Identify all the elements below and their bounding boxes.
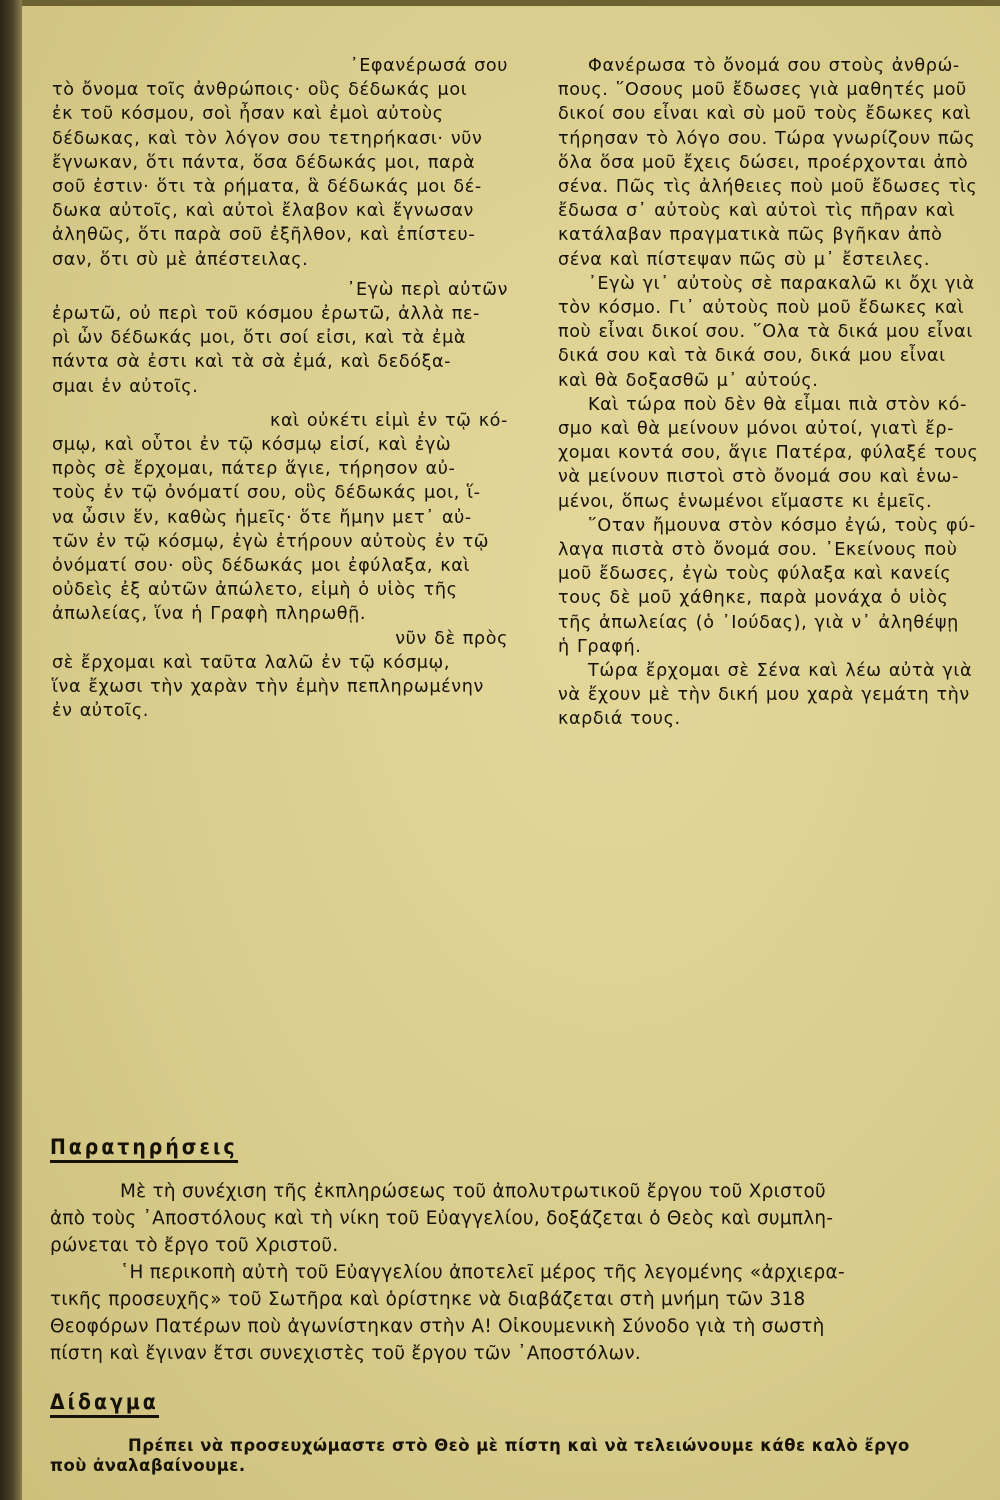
remarks-text [50, 1178, 1000, 1367]
text-line: ἐρωτῶ, οὐ περὶ τοῦ κόσμου ἐρωτῶ, ἀλλὰ πε- [52, 304, 481, 325]
text-line: ἵνα ἔχωσι τὴν χαρὰν τὴν ἐμὴν πεπληρωμένην [52, 677, 484, 698]
text-line: τῆς ἀπωλείας (ὁ ᾿Ιούδας), γιὰ ν᾿ ἀληθέψῃ [558, 612, 959, 633]
text-line: πίστη καὶ ἔγιναν ἔτσι συνεχιστὲς τοῦ ἔργου τῶν ᾿Αποστόλων. [50, 1343, 642, 1364]
text-line: σμῳ, καὶ οὗτοι ἐν τῷ κόσμῳ εἰσί, καὶ ἐγὼ [52, 435, 452, 456]
text-line: να ὦσιν ἕν, καθὼς ἡμεῖς· ὅτε ἤμην μετ᾿ αὐ- [52, 507, 472, 528]
text-line: σένα. Πῶς τὶς ἀλήθειες ποὺ μοῦ ἔδωσες τὶς [558, 177, 978, 198]
text-line: χομαι κοντά σου, ἅγιε Πατέρα, φύλαξέ τους [558, 443, 979, 464]
text-line: μένοι, ὅπως ἑνωμένοι εἴμαστε κι ἐμεῖς. [558, 491, 933, 512]
text-line: τοὺς ἐν τῷ ὀνόματί σου, οὓς δέδωκάς μοι, ἵ- [52, 483, 481, 504]
text-line: λαγα πιστὰ στὸ ὄνομά σου. ᾿Εκείνους ποὺ [558, 540, 958, 561]
text-line: ἔδωσα σ᾿ αὐτοὺς καὶ αὐτοὶ τὶς πῆραν καὶ [558, 201, 956, 222]
text-line: τους δὲ μοῦ χάθηκε, παρὰ μονάχα ὁ υἱὸς [558, 588, 949, 609]
text-line: ρὶ ὧν δέδωκάς μοι, ὅτι σοί εἰσι, καὶ τὰ ἐμὰ [52, 328, 467, 349]
text-line: ὀνόματί σου· οὓς δέδωκάς μοι ἐφύλαξα, καὶ [52, 556, 471, 577]
text-line: καρδιά τους. [558, 709, 681, 730]
text-line: ἀληθῶς, ὅτι παρὰ σοῦ ἐξῆλθον, καὶ ἐπίστευ- [52, 225, 476, 246]
text-line: Τώρα ἔρχομαι σὲ Σένα καὶ λέω αὐτὰ γιὰ [588, 661, 973, 682]
lesson-text [50, 1436, 1000, 1476]
text-line: Καὶ τώρα ποὺ δὲν θὰ εἶμαι πιὰ στὸν κό- [588, 394, 967, 415]
text-line: ποὺ ἀναλαβαίνουμε. [50, 1456, 246, 1475]
text-line: σοῦ ἐστιν· ὅτι τὰ ρήματα, ἃ δέδωκάς μοι δέ- [52, 177, 482, 198]
text-line: τήρησαν τὸ λόγο σου. Τώρα γνωρίζουν πῶς [558, 128, 976, 149]
text-line: δικά σου καὶ τὰ δικά σου, δικά μου εἶναι [558, 346, 946, 367]
text-line: νὰ ἔχουν μὲ τὴν δική μου χαρὰ γεμάτη τὴν [558, 685, 970, 706]
text-line: πρὸς σὲ ἔρχομαι, πάτερ ἅγιε, τήρησον αὐ- [52, 459, 456, 480]
original-text-column [52, 54, 508, 723]
text-line: Φανέρωσα τὸ ὄνομά σου στοὺς ἀνθρώ- [588, 56, 960, 76]
text-line: ρώνεται τὸ ἔργο τοῦ Χριστοῦ. [50, 1235, 339, 1256]
text-line: κατάλαβαν πραγματικὰ πῶς βγῆκαν ἀπὸ [558, 225, 943, 246]
text-line: τὸ ὄνομα τοῖς ἀνθρώποις· οὓς δέδωκάς μοι [52, 80, 468, 101]
text-line: Θεοφόρων Πατέρων ποὺ ἀγωνίστηκαν στὴν Α! Οἰκουμενικὴ Σύνοδο γιὰ τὴ σωστὴ [50, 1316, 825, 1337]
text-line: οὐδεὶς ἐξ αὐτῶν ἀπώλετο, εἰμὴ ὁ υἱὸς τῆς [52, 580, 458, 601]
text-line: ἀπὸ τοὺς ᾿Αποστόλους καὶ τὴ νίκη τοῦ Εὐαγγελίου, δοξάζεται ὁ Θεὸς καὶ συμπλη- [50, 1208, 834, 1229]
text-line: ἀπωλείας, ἵνα ἡ Γραφὴ πληρωθῇ. [52, 604, 367, 625]
text-line: νὰ μείνουν πιστοὶ στὸ ὄνομά σου καὶ ἑνω- [558, 467, 959, 488]
text-line: ᾿Εγὼ γι᾿ αὐτοὺς σὲ παρακαλῶ κι ὄχι γιὰ [588, 273, 975, 294]
text-line: ῾Η περικοπὴ αὐτὴ τοῦ Εὐαγγελίου ἀποτελεῖ μέρος τῆς λεγομένης «ἀρχιερα- [120, 1262, 845, 1283]
text-line: Μὲ τὴ συνέχιση τῆς ἐκπληρώσεως τοῦ ἀπολυτρωτικοῦ ἔργου τοῦ Χριστοῦ [120, 1181, 826, 1202]
lesson-heading: Δίδαγμα [50, 1390, 159, 1418]
text-line: ἔγνωκαν, ὅτι πάντα, ὅσα δέδωκάς μοι, παρὰ [52, 152, 476, 173]
page-binding-edge [0, 0, 22, 1500]
text-line: σαν, ὅτι σὺ μὲ ἀπέστειλας. [52, 249, 309, 270]
text-line: σὲ ἔρχομαι καὶ ταῦτα λαλῶ ἐν τῷ κόσμῳ, [52, 652, 451, 673]
translation-column [558, 54, 1000, 732]
text-line: ῞Οταν ἤμουνα στὸν κόσμο ἐγώ, τοὺς φύ- [588, 515, 976, 536]
text-line: ἡ Γραφή. [558, 636, 642, 657]
text-line: πους. ῞Οσους μοῦ ἔδωσες γιὰ μαθητές μοῦ [558, 80, 967, 101]
text-line: νῦν δὲ πρὸς [395, 628, 508, 649]
text-line: τὸν κόσμο. Γι᾿ αὐτοὺς ποὺ μοῦ ἔδωκες καὶ [558, 298, 965, 319]
text-line: ποὺ εἶναι δικοί σου. ῞Ολα τὰ δικά μου εἶναι [558, 322, 973, 343]
text-line: καὶ θὰ δοξασθῶ μ᾿ αὐτούς. [558, 370, 819, 391]
text-line: καὶ οὐκέτι εἰμὶ ἐν τῷ κό- [269, 410, 508, 431]
text-line: σμο καὶ θὰ μείνουν μόνοι αὐτοί, γιατὶ ἔρ- [558, 419, 955, 440]
text-line: Πρέπει νὰ προσευχώμαστε στὸ Θεὸ μὲ πίστη καὶ νὰ τελειώνουμε κάθε καλὸ ἔργο [128, 1436, 910, 1455]
text-line: πάντα σὰ ἐστι καὶ τὰ σὰ ἐμά, καὶ δεδόξα- [52, 352, 452, 373]
remarks-heading: Παρατηρήσεις [50, 1135, 238, 1163]
text-line: ᾿Εφανέρωσά σου [349, 56, 508, 76]
text-line: τῶν ἐν τῷ κόσμῳ, ἐγὼ ἐτήρουν αὐτοὺς ἐν τῷ [52, 531, 490, 552]
text-line: τικῆς προσευχῆς» τοῦ Σωτῆρα καὶ ὁρίστηκε νὰ διαβάζεται στὴ μνήμη τῶν 318 [50, 1289, 806, 1310]
text-line: ὅλα ὅσα μοῦ ἔχεις δώσει, προέρχονται ἀπὸ [558, 152, 969, 173]
text-line: ἐν αὐτοῖς. [52, 701, 149, 722]
text-line: σμαι ἐν αὐτοῖς. [52, 376, 199, 397]
text-line: ᾿Εγὼ περὶ αὐτῶν [346, 279, 508, 300]
text-line: σένα καὶ πίστεψαν πῶς σὺ μ᾿ ἔστειλες. [558, 249, 931, 270]
text-line: δέδωκας, καὶ τὸν λόγον σου τετηρήκασι· νῦν [52, 128, 483, 149]
text-line: μοῦ ἔδωσες, ἐγὼ τοὺς φύλαξα καὶ κανείς [558, 564, 952, 585]
top-rule [22, 0, 1000, 6]
text-line: δικοί σου εἶναι καὶ σὺ μοῦ τοὺς ἔδωκες καὶ [558, 104, 972, 125]
text-line: δωκα αὐτοῖς, καὶ αὐτοὶ ἔλαβον καὶ ἔγνωσαν [52, 201, 474, 222]
text-line: ἐκ τοῦ κόσμου, σοὶ ἦσαν καὶ ἐμοὶ αὐτοὺς [52, 104, 444, 125]
